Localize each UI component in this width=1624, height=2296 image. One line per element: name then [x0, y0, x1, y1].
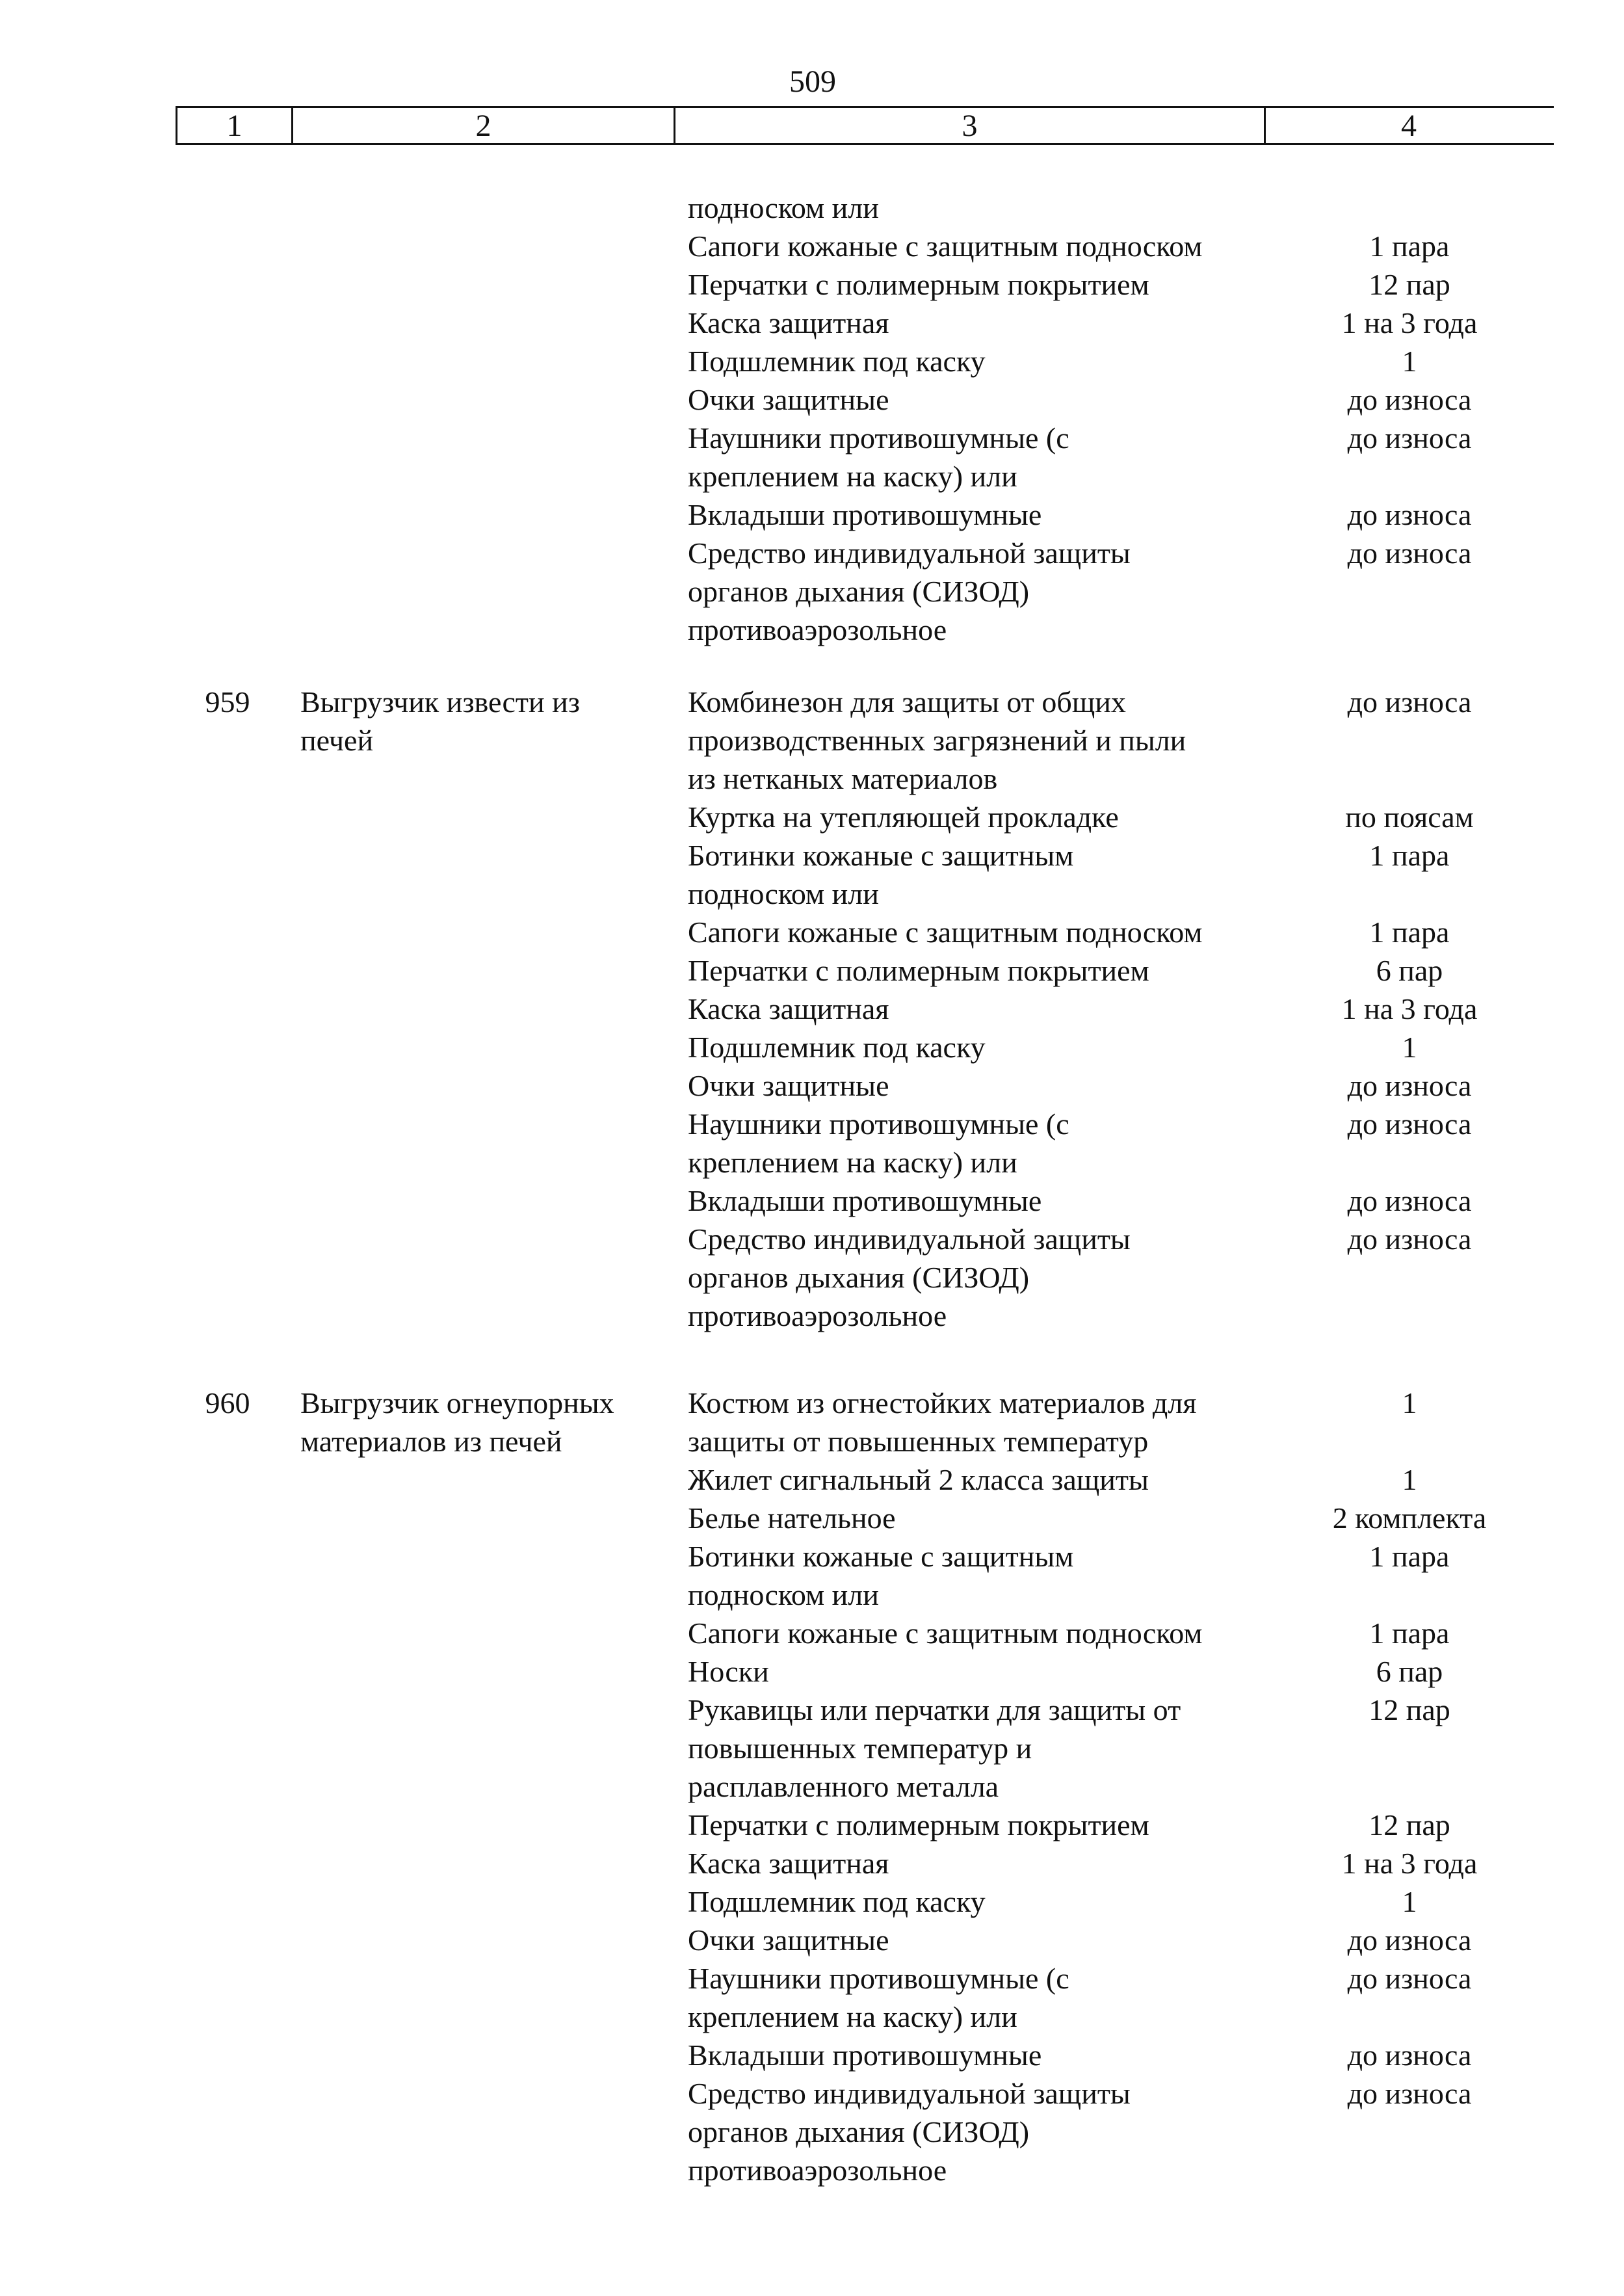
ppe-item-name-line: Подшлемник под каску	[688, 1885, 986, 1918]
ppe-item-name-line: Очки защитные	[688, 383, 889, 416]
ppe-item-name-line: Белье нательное	[688, 1501, 896, 1535]
ppe-item-norm: по поясам	[1345, 800, 1474, 834]
ppe-item-name-line: Рукавицы или перчатки для защиты от	[688, 1693, 1181, 1726]
ppe-item-norm: до износа	[1347, 1107, 1472, 1141]
ppe-item-name-line: повышенных температур и	[688, 1732, 1032, 1765]
ppe-item-name-line: Сапоги кожаные с защитным подноском	[688, 916, 1203, 949]
ppe-item-norm: 2 комплекта	[1332, 1501, 1487, 1535]
ppe-item-name-line: Наушники противошумные (с	[688, 421, 1069, 455]
ppe-item-norm: 12 пар	[1369, 1693, 1450, 1726]
ppe-item-name-line: Подшлемник под каску	[688, 345, 986, 378]
ppe-item-name-line: подноском или	[688, 1578, 879, 1611]
ppe-item-name-line: Носки	[688, 1655, 769, 1688]
ppe-item-norm: до износа	[1347, 383, 1472, 416]
ppe-item-name-line: Очки защитные	[688, 1923, 889, 1957]
ppe-item-norm: 1 пара	[1369, 230, 1450, 263]
ppe-item-norm: до износа	[1347, 2077, 1472, 2110]
ppe-item-name-line: Средство индивидуальной защиты	[688, 2077, 1131, 2110]
ppe-item-norm: 1	[1402, 1386, 1417, 1419]
header-col-2: 2	[475, 109, 491, 143]
ppe-item-name-line: Жилет сигнальный 2 класса защиты	[688, 1463, 1149, 1496]
ppe-item-norm: 1	[1402, 1885, 1417, 1918]
ppe-item-norm: 12 пар	[1369, 1808, 1450, 1841]
profession-name-line: Выгрузчик извести из	[300, 685, 580, 719]
ppe-item-norm: до износа	[1347, 498, 1472, 531]
ppe-item-name-line: Сапоги кожаные с защитным подноском	[688, 230, 1203, 263]
ppe-item-norm: 6 пар	[1376, 1655, 1443, 1688]
ppe-item-norm: до износа	[1347, 1222, 1472, 1256]
ppe-item-norm: до износа	[1347, 1962, 1472, 1995]
profession-name-line: Выгрузчик огнеупорных	[300, 1386, 614, 1419]
ppe-item-norm: до износа	[1347, 2039, 1472, 2072]
ppe-item-norm: до износа	[1347, 421, 1472, 455]
ppe-item-name-line: защиты от повышенных температур	[688, 1425, 1149, 1458]
ppe-item-name-line: Костюм из огнестойких материалов для	[688, 1386, 1197, 1419]
ppe-item-norm: 1	[1402, 1463, 1417, 1496]
ppe-item-norm: 1 на 3 года	[1341, 992, 1478, 1025]
ppe-item-name-line: органов дыхания (СИЗОД)	[688, 1261, 1030, 1294]
header-col-4: 4	[1401, 109, 1417, 143]
row-number: 960	[205, 1386, 250, 1419]
ppe-item-name-line: Вкладыши противошумные	[688, 1184, 1042, 1217]
ppe-item-norm: 1 пара	[1369, 916, 1450, 949]
ppe-item-name-line: производственных загрязнений и пыли	[688, 724, 1186, 757]
ppe-item-norm: 12 пар	[1369, 268, 1450, 301]
ppe-item-name-line: расплавленного металла	[688, 1770, 999, 1803]
ppe-item-name-line: органов дыхания (СИЗОД)	[688, 575, 1030, 608]
ppe-item-norm: 1	[1402, 1031, 1417, 1064]
ppe-item-name-line: Ботинки кожаные с защитным	[688, 839, 1074, 872]
page-number: 509	[789, 64, 836, 99]
ppe-item-name-line: Вкладыши противошумные	[688, 498, 1042, 531]
ppe-item-name-line: Подшлемник под каску	[688, 1031, 986, 1064]
ppe-item-name-line: Перчатки с полимерным покрытием	[688, 954, 1149, 987]
ppe-item-name-line: Каска защитная	[688, 1847, 889, 1880]
ppe-item-norm: 1	[1402, 345, 1417, 378]
ppe-item-name-line: Комбинезон для защиты от общих	[688, 685, 1126, 719]
ppe-item-name-line: подноском или	[688, 191, 879, 224]
ppe-item-name-line: Каска защитная	[688, 992, 889, 1025]
ppe-item-name-line: креплением на каску) или	[688, 460, 1017, 493]
ppe-item-name-line: Перчатки с полимерным покрытием	[688, 268, 1149, 301]
ppe-item-name-line: Сапоги кожаные с защитным подноском	[688, 1616, 1203, 1650]
ppe-item-name-line: подноском или	[688, 877, 879, 910]
ppe-item-name-line: Куртка на утепляющей прокладке	[688, 800, 1119, 834]
ppe-item-norm: до износа	[1347, 685, 1472, 719]
ppe-item-name-line: Очки защитные	[688, 1069, 889, 1102]
ppe-item-name-line: Перчатки с полимерным покрытием	[688, 1808, 1149, 1841]
ppe-item-norm: до износа	[1347, 1069, 1472, 1102]
ppe-item-name-line: Средство индивидуальной защиты	[688, 1222, 1131, 1256]
ppe-item-name-line: противоаэрозольное	[688, 1299, 947, 1332]
ppe-item-name-line: Наушники противошумные (с	[688, 1107, 1069, 1141]
ppe-item-name-line: противоаэрозольное	[688, 2154, 947, 2187]
ppe-item-norm: 1 на 3 года	[1341, 306, 1478, 339]
ppe-item-norm: 1 на 3 года	[1341, 1847, 1478, 1880]
ppe-item-name-line: Каска защитная	[688, 306, 889, 339]
ppe-item-norm: 1 пара	[1369, 839, 1450, 872]
row-number: 959	[205, 685, 250, 719]
ppe-item-name-line: Ботинки кожаные с защитным	[688, 1540, 1074, 1573]
header-col-3: 3	[962, 109, 978, 143]
ppe-item-name-line: противоаэрозольное	[688, 613, 947, 646]
profession-name-line: материалов из печей	[300, 1425, 562, 1458]
ppe-item-norm: 6 пар	[1376, 954, 1443, 987]
ppe-item-norm: до износа	[1347, 1923, 1472, 1957]
ppe-item-name-line: Средство индивидуальной защиты	[688, 536, 1131, 570]
header-col-1: 1	[226, 109, 242, 143]
ppe-item-norm: 1 пара	[1369, 1540, 1450, 1573]
ppe-item-name-line: из нетканых материалов	[688, 762, 998, 795]
table-header	[176, 106, 1554, 145]
ppe-item-name-line: креплением на каску) или	[688, 1146, 1017, 1179]
ppe-item-name-line: креплением на каску) или	[688, 2000, 1017, 2033]
ppe-item-name-line: Наушники противошумные (с	[688, 1962, 1069, 1995]
ppe-item-norm: 1 пара	[1369, 1616, 1450, 1650]
ppe-item-name-line: Вкладыши противошумные	[688, 2039, 1042, 2072]
ppe-item-name-line: органов дыхания (СИЗОД)	[688, 2115, 1030, 2148]
ppe-item-norm: до износа	[1347, 1184, 1472, 1217]
profession-name-line: печей	[300, 724, 374, 757]
ppe-item-norm: до износа	[1347, 536, 1472, 570]
